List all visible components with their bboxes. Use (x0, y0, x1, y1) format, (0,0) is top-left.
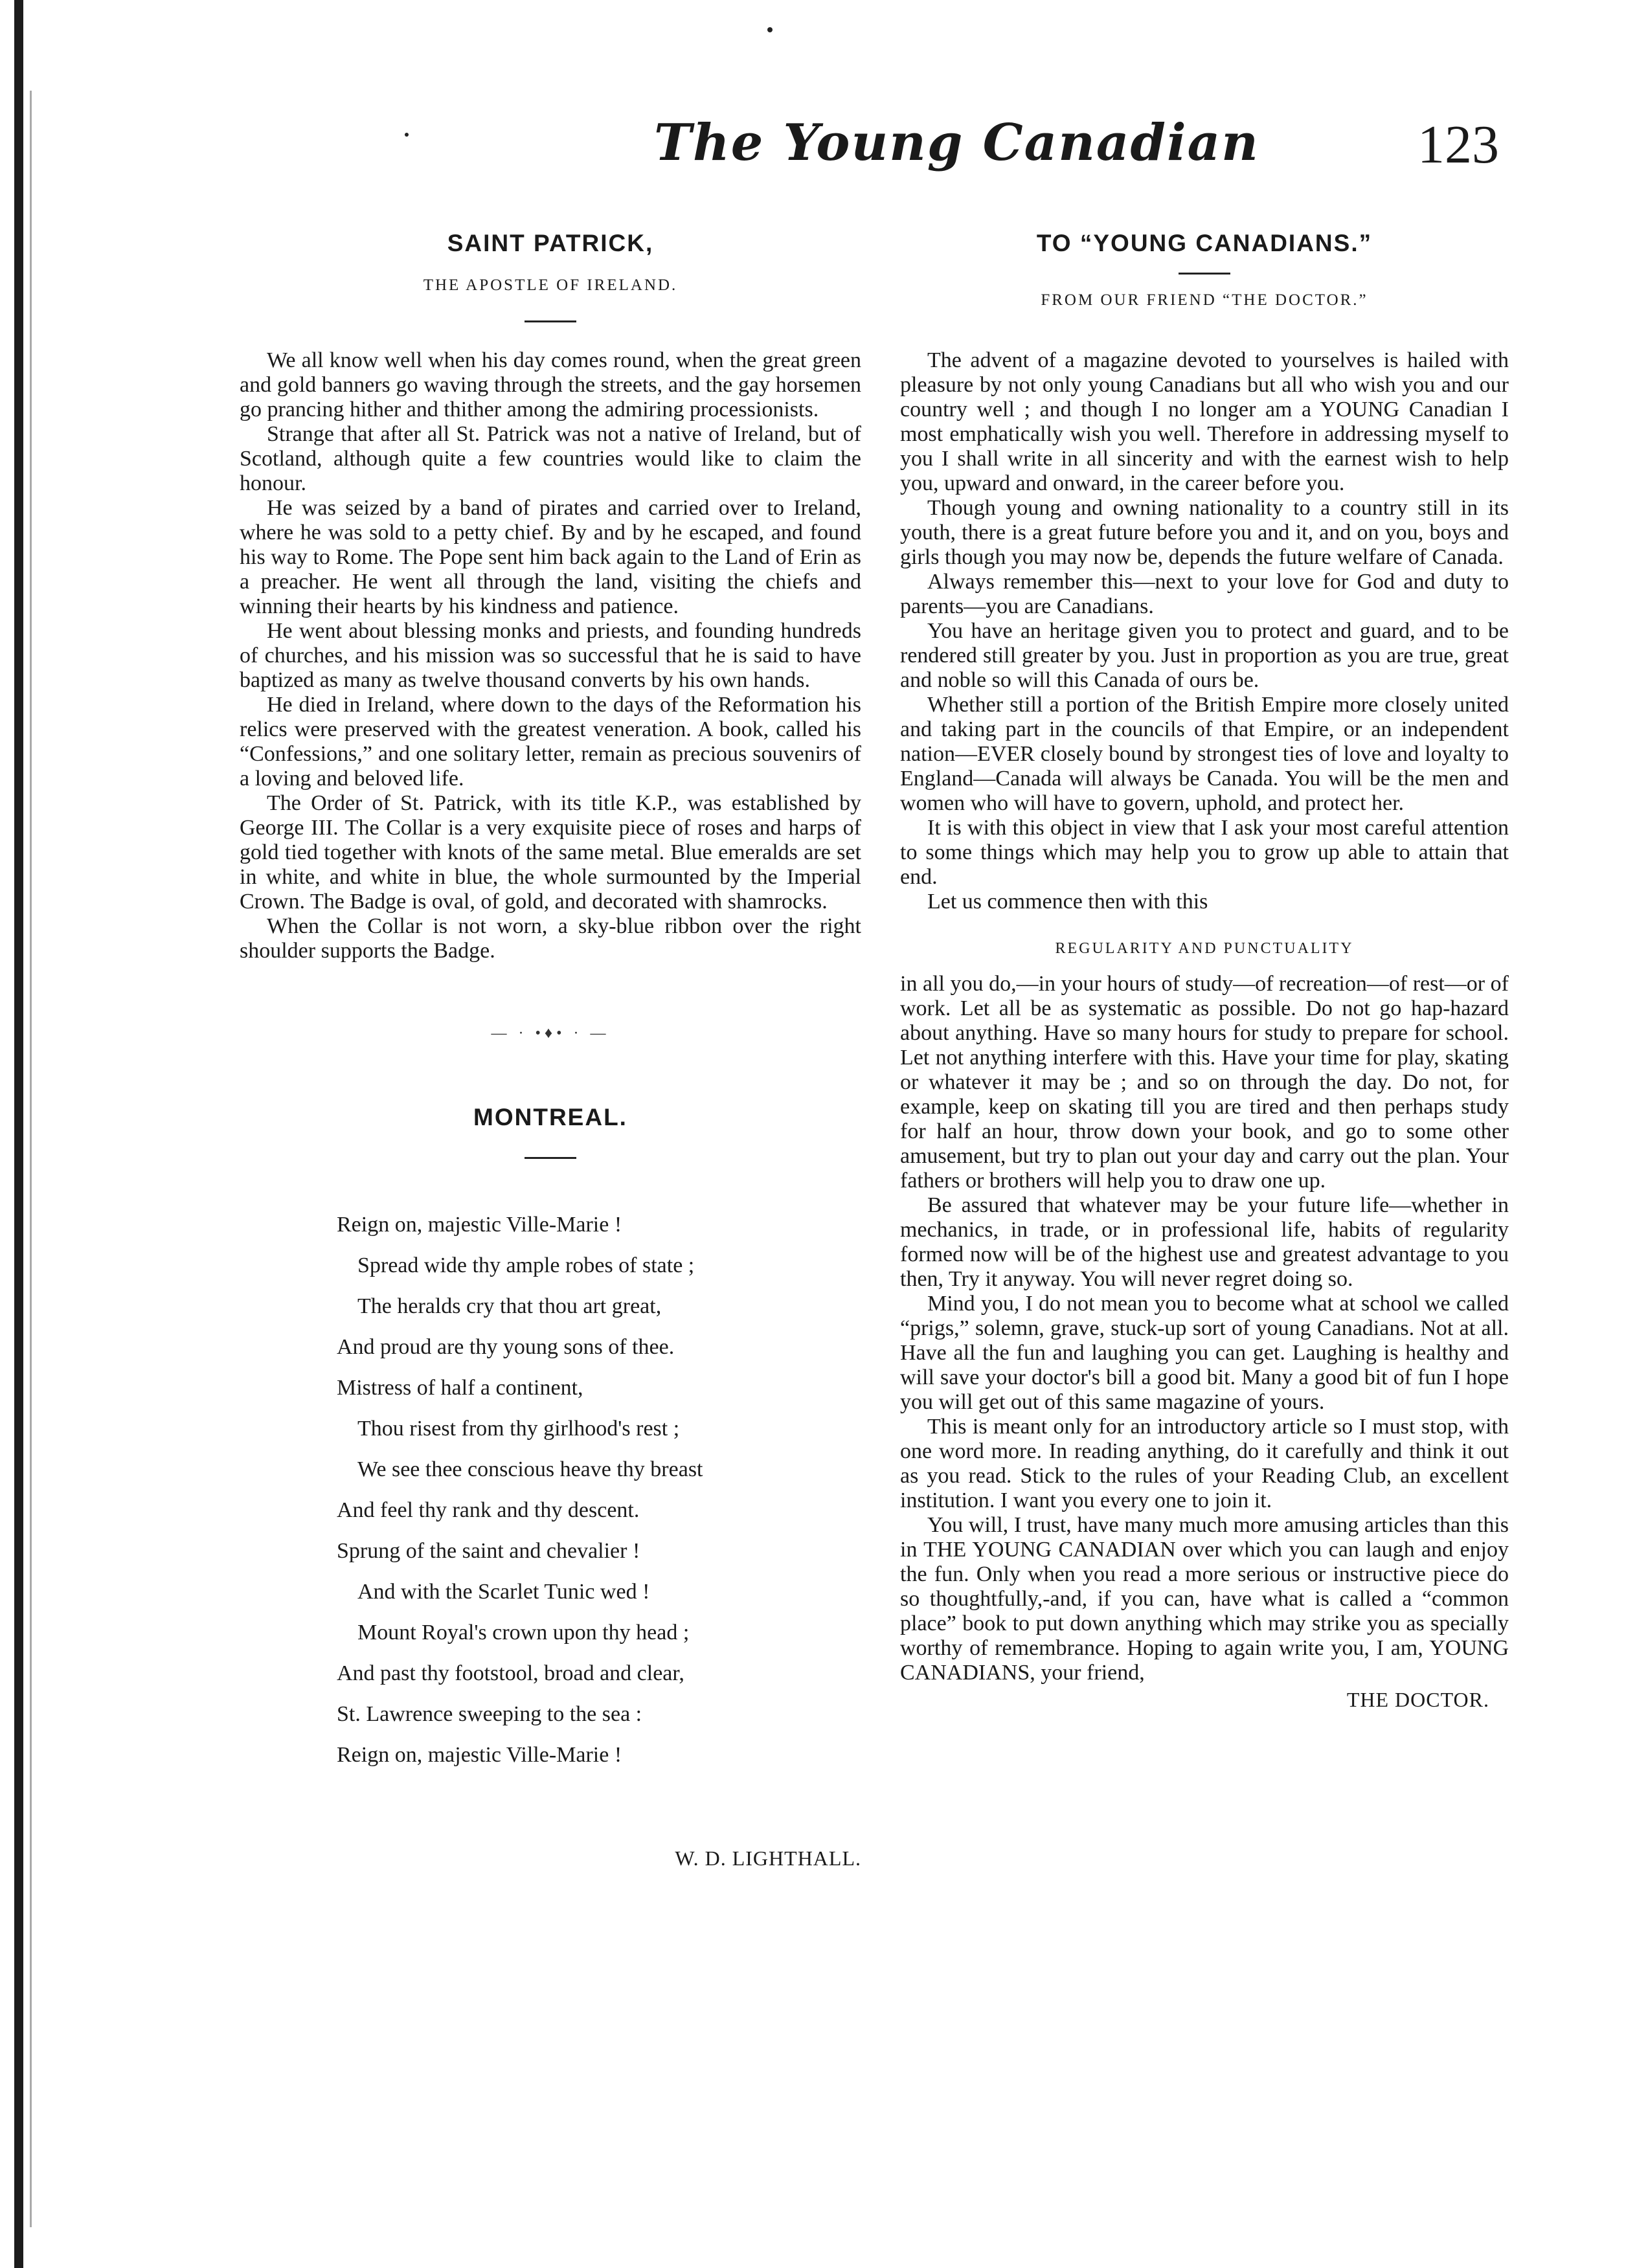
section-heading: REGULARITY AND PUNCTUALITY (1055, 940, 1354, 957)
poem-line: Reign on, majestic Ville-Marie ! (337, 1743, 622, 1767)
poem-line: Reign on, majestic Ville-Marie ! (337, 1213, 622, 1237)
print-speck (405, 133, 409, 137)
paragraph: He went about blessing monks and priests, and founding hundreds of churches, and his mission was so successful that he is said to have baptized as many as twelve thousand converts by his own hands. (240, 619, 861, 692)
paragraph: The advent of a magazine devoted to yourselves is hailed with pleasure by not only young Canadians but all who wish you and our country well ; and though I no longer am a YOUNG Canadian I most emphatically wish you well. Therefore in addressing myself to you I shall write in all sincerity and with the earnest wish to help you, upward and onward, in the career before you. (900, 348, 1509, 495)
paragraph: He died in Ireland, where down to the days of the Reformation his relics were preserved with the greatest veneration. A book, called his “Confessions,” and one solitary letter, remain as precious souvenirs of a loving and beloved life. (240, 693, 861, 791)
poem-line: Sprung of the saint and chevalier ! (337, 1539, 640, 1563)
paragraph: Though young and owning nationality to a country still in its youth, there is a great future before you and it, and on you, boys and girls though you may now be, depends the future welfare of Canada. (900, 496, 1509, 569)
paragraph: This is meant only for an introductory article so I must stop, with one word more. In reading anything, do it carefully and think it out as you read. Stick to the rules of your Reading Club, an excellent institution. I want you every one to join it. (900, 1415, 1509, 1512)
article-montreal (240, 1104, 861, 1870)
paragraph: Be assured that whatever may be your future life—whether in mechanics, in trade, or in professional life, habits of regularity formed now will be of the highest use and greatest advantage to you then, Try it anyway. You will never regret doing so. (900, 1193, 1509, 1291)
poem-line: Mistress of half a continent, (337, 1376, 583, 1400)
poem-line: The heralds cry that thou art great, (357, 1294, 662, 1318)
paragraph: We all know well when his day comes round, when the great green and gold banners go waving through the streets, and the gay horsemen go prancing hither and thither among the admiring processionists. (240, 348, 861, 421)
title-rule (525, 1157, 576, 1159)
article-body (900, 348, 1509, 1685)
poem-line: And past thy footstool, broad and clear, (337, 1661, 684, 1685)
print-speck (767, 27, 773, 32)
paragraph: Always remember this—next to your love for God and duty to parents—you are Canadians. (900, 570, 1509, 618)
paragraph: Whether still a portion of the British Empire more closely united and taking part in the councils of that Empire, or an independent nation—EVER closely bound by strongest ties of love and loyalty to England—Canada will always be Canada. You will be the men and women who will have to govern, uphold, and protect her. (900, 693, 1509, 815)
article-to-young-canadians (900, 230, 1509, 1712)
poem-line: And proud are thy young sons of thee. (337, 1335, 675, 1359)
paragraph: When the Collar is not worn, a sky-blue ribbon over the right shoulder supports the Badge. (240, 914, 861, 963)
paragraph: Mind you, I do not mean you to become what at school we called “prigs,” solemn, grave, stuck-up sort of young Canadians. Not at all. Have all the fun and laughing you can get. Laughing is healthy and will save your doctor's bill a good bit. Many a good bit of fun I hope you will get out of this same magazine of yours. (900, 1292, 1509, 1414)
article-title: SAINT PATRICK, (447, 230, 654, 256)
page-edge-binding-line (14, 0, 23, 2268)
page-edge-shadow (30, 91, 32, 2227)
title-rule (525, 320, 576, 322)
poem-line: Mount Royal's crown upon thy head ; (357, 1621, 690, 1645)
paragraph: He was seized by a band of pirates and carried over to Ireland, where he was sold to a petty chief. By and by he escaped, and found his way to Rome. The Pope sent him back again to the Land of Erin as a preacher. He went all through the land, visiting the chiefs and winning their hearts by his kindness and patience. (240, 496, 861, 618)
poem-line: And with the Scarlet Tunic wed ! (357, 1580, 650, 1604)
paragraph: in all you do,—in your hours of study—of recreation—of rest—or of work. Let all be as systematic as possible. Do not go hap-hazard about anything. Have so many hours for study to prepare for school. Let not anything interfere with this. Have your time for play, skating or whatever it may be ; and so on through the day. Do not, for example, keep on skating till you are tired and then perhaps study for half an hour, throw down your book, and go to some other amusement, but try to plan out your day and carry out the plan. Your fathers or brothers will help you to draw one up. (900, 972, 1509, 1193)
poem-author: W. D. LIGHTHALL. (675, 1847, 861, 1870)
article-title: MONTREAL. (473, 1104, 627, 1130)
right-column (900, 230, 1509, 1712)
article-subtitle: THE APOSTLE OF IRELAND. (423, 276, 678, 294)
poem-line: And feel thy rank and thy descent. (337, 1498, 640, 1522)
poem-line: We see thee conscious heave thy breast (357, 1457, 703, 1481)
poem-line: St. Lawrence sweeping to the sea : (337, 1702, 642, 1726)
article-body (240, 348, 861, 963)
paragraph: It is with this object in view that I ask your most careful attention to some things which may help you to grow up able to attain that end. (900, 816, 1509, 889)
section-ornament: — · •♦• · — (491, 1025, 610, 1042)
signoff: THE DOCTOR. (1346, 1688, 1489, 1711)
paragraph: You have an heritage given you to protect and guard, and to be rendered still greater by you. Just in proportion as you are true, great and noble so will this Canada of ours be. (900, 619, 1509, 692)
article-saint-patrick (240, 230, 861, 963)
article-title: TO “YOUNG CANADIANS.” (1036, 230, 1373, 256)
poem (337, 1204, 861, 1775)
left-column (240, 230, 861, 1870)
poem-line: Thou risest from thy girlhood's rest ; (357, 1417, 680, 1441)
paragraph: Let us commence then with this (927, 890, 1208, 914)
paragraph: The Order of St. Patrick, with its title K.P., was established by George III. The Collar is a very exquisite piece of roses and harps of gold tied together with knots of the same metal. Blue emeralds are set in white, and white in blue, the whole surmounted by the Imperial Crown. The Badge is oval, of gold, and decorated with shamrocks. (240, 791, 861, 914)
paragraph: Strange that after all St. Patrick was not a native of Ireland, but of Scotland, although quite a few countries would like to claim the honour. (240, 422, 861, 495)
masthead-title: The Young Canadian (654, 113, 1259, 172)
poem-line: Spread wide thy ample robes of state ; (357, 1253, 695, 1277)
paragraph: You will, I trust, have many much more amusing articles than this in THE YOUNG CANADIAN over which you can laugh and enjoy the fun. Only when you read a more serious or instructive piece do so thoughtfully,-and, if you can, have what is called a “common place” book to put down anything which may strike you as specially worthy of remembrance. Hoping to again write you, I am, YOUNG CANADIANS, your friend, (900, 1513, 1509, 1685)
page-number: 123 (1417, 115, 1499, 175)
article-subtitle: FROM OUR FRIEND “THE DOCTOR.” (1041, 291, 1368, 309)
title-rule (1179, 273, 1230, 275)
